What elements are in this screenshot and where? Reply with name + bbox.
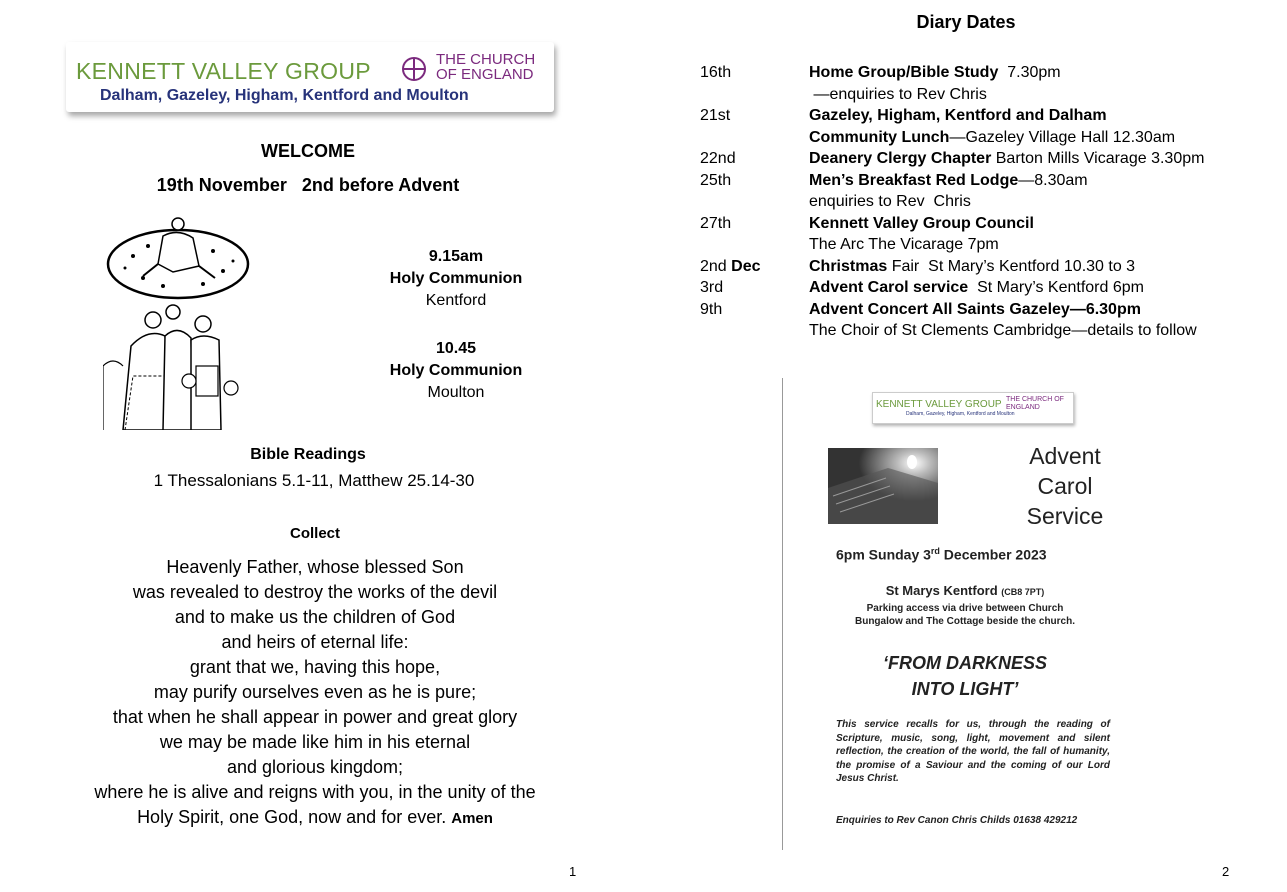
diary-event [809,191,971,213]
diary-event [809,170,1088,192]
poster-description: This service recalls for us, through the reading of Scripture, music, song, light, movement and silent reflection, the creation of the world, the fall of humanity, the promise of a Saviour and the coming of our Lord Jesus Christ. [836,719,1110,784]
collect-heading: Collect [289,525,340,542]
diary-event-title: Christmas [809,257,888,275]
service-1 [356,246,556,312]
diary-event-title: Kennett Valley Group Council [809,214,1034,232]
diary-event-title: Men’s Breakfast Red Lodge [809,171,1019,189]
diary-date: 21st [700,107,731,124]
diary-event-title: Advent Concert All Saints Gazeley—6.30pm [809,300,1141,318]
diary-row [700,191,1270,213]
poster-logo: KENNETT VALLEY GROUP THE CHURCH OF ENGLAND Dalham, Gazeley, Higham, Kentford and Moulton [872,392,1074,424]
diary-event [809,256,1135,278]
poster-date: 6pm Sunday 3rd December 2023 [836,546,1047,563]
poster-enquiries: Enquiries to Rev Canon Chris Childs 01638 429212 [836,815,1078,826]
service-1-type: Holy Communion [389,270,523,287]
diary-event-detail: St Mary’s Kentford 6pm [968,279,1144,296]
collect-line: that when he shall appear in power and great glory [112,707,518,727]
diary-event-title: Community Lunch [809,128,950,146]
readings-text: 1 Thessalonians 5.1-11, Matthew 25.14-30 [153,471,475,490]
diary-date: 2nd Dec [700,257,761,275]
diary-date [700,127,809,149]
readings-heading: Bible Readings [250,446,366,463]
collect-line: and heirs of eternal life: [221,632,409,652]
diary-date [700,191,809,213]
diary-list [700,62,1270,342]
diary-date: 22nd [700,150,736,167]
collect-line: Holy Spirit, one God, now and for ever. Amen [137,807,493,827]
collect-line: may purify ourselves even as he is pure; [153,682,477,702]
diary-event-title: Deanery Clergy Chapter [809,150,992,167]
collect-prayer [40,555,590,831]
diary-event-detail: —Gazeley Village Hall 12.30am [949,128,1176,146]
poster-parking: Parking access via drive between Church Bungalow and The Cottage beside the church. [854,603,1076,627]
diary-event [809,277,1144,299]
diary-date: 25th [700,171,732,189]
diary-row [700,62,1270,84]
diary-row [700,234,1270,256]
diary-row [700,277,1270,299]
diary-event-detail: Barton Mills Vicarage 3.30pm [991,150,1205,167]
collect-amen: Amen [451,810,493,827]
diary-row [700,213,1270,235]
diary-event [809,148,1204,170]
poster-venue: St Marys Kentford (CB8 7PT) [885,583,1045,598]
diary-row [700,170,1270,192]
diary-date: 16th [700,64,732,81]
divider-line [782,378,783,850]
collect-line: was revealed to destroy the works of the devil [132,582,498,602]
diary-date: 3rd [700,279,724,296]
sunday-title: 19th November 2nd before Advent [156,175,460,195]
collect-line: grant that we, having this hope, [189,657,441,677]
diary-row [700,105,1270,127]
poster-title: Advent Carol Service [1026,443,1104,529]
candle-bible-photo [828,448,938,524]
diary-event [809,320,1197,342]
diary-event [809,127,1175,149]
collect-line: Heavenly Father, whose blessed Son [166,557,464,577]
service-2 [356,338,556,404]
logo-church-of-england: THE CHURCH OF ENGLAND [436,51,536,83]
diary-row [700,84,1270,106]
diary-date: 9th [700,300,723,318]
collect-line: where he is alive and reigns with you, in the unity of the [94,782,536,802]
poster-motto: ‘FROM DARKNESS INTO LIGHT’ [882,653,1047,699]
diary-event-detail: enquiries to Rev Chris [809,193,971,210]
diary-row [700,127,1270,149]
collect-line: and to make us the children of God [174,607,456,627]
welcome-heading: WELCOME [261,141,355,161]
logo-group-name: KENNETT VALLEY GROUP [76,58,371,84]
diary-event-detail: 7.30pm [998,64,1061,81]
diary-event [809,213,1034,235]
diary-row [700,148,1270,170]
diary-event-detail: The Arc The Vicarage 7pm [809,236,999,253]
diary-date: 27th [700,214,732,232]
service-2-time: 10.45 [435,340,477,357]
service-2-type: Holy Communion [389,362,523,379]
service-1-place: Kentford [425,292,487,309]
logo-parishes: Dalham, Gazeley, Higham, Kentford and Moulton [100,87,469,104]
church-cross-icon [401,56,427,82]
service-1-time: 9.15am [428,248,484,265]
collect-line: we may be made like him in his eternal [159,732,471,752]
diary-event-detail: Fair St Mary’s Kentford 10.30 to 3 [887,257,1136,275]
family-illustration [103,216,253,430]
collect-line: and glorious kingdom; [226,757,404,777]
diary-event [809,105,1107,127]
diary-date [700,320,809,342]
diary-event-title: Gazeley, Higham, Kentford and Dalham [809,107,1107,124]
page-number-1: 1 [569,864,577,879]
diary-row [700,320,1270,342]
diary-date [700,84,809,106]
service-2-place: Moulton [427,384,485,401]
diary-event-title: Home Group/Bible Study [809,64,999,81]
diary-event [809,234,999,256]
diary-event-detail: —enquiries to Rev Chris [809,85,987,103]
diary-date [700,234,809,256]
diary-row [700,299,1270,321]
diary-event-detail: —8.30am [1018,171,1088,189]
diary-event [809,84,987,106]
diary-row [700,256,1270,278]
diary-event [809,62,1061,84]
diary-event-detail: The Choir of St Clements Cambridge—details to follow [809,322,1197,339]
diary-event-title: Advent Carol service [809,279,969,296]
diary-heading: Diary Dates [916,12,1016,32]
page-number-2: 2 [1222,864,1230,879]
diary-event [809,299,1141,321]
group-logo [66,42,554,112]
